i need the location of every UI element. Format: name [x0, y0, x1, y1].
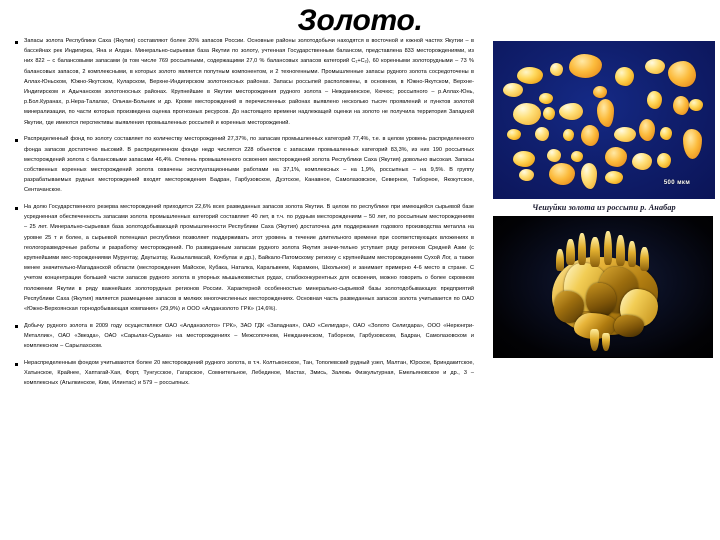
bullet-marker-icon	[8, 134, 24, 144]
bullet-item	[8, 358, 474, 389]
bullet-paragraph-5	[24, 358, 474, 389]
scale-bar	[647, 180, 707, 188]
paragraph-text: Добычу рудного золота в 2009 году осуществляют ОАО «Алданзолото» ГРК», ЗАО ГДК «Западная», ОАО «Селигдар», ОАО «Золото Селигдара», ООО «Нерюнгри-Металлик», ОАО «Звезда», ОАО «Сарылах-Сурьма» на месторождениях – Межсопочном, Нежданинском, Таборном, Гарбузовском, Бадран, Самолазовском и комплексном – Сарылахском.	[24, 322, 474, 350]
bullet-marker-icon	[8, 202, 24, 212]
bullet-paragraph-4	[24, 321, 474, 352]
gold-flakes-caption: Чешуйки золота из россыпи р. Анабар	[532, 203, 676, 212]
bullet-marker-icon	[8, 321, 24, 331]
image-column	[492, 40, 718, 358]
bullet-marker-icon	[8, 358, 24, 368]
bullet-paragraph-2	[24, 134, 474, 195]
gold-flakes-photo	[492, 40, 716, 200]
paragraph-text: На долю Государственного резерва месторождений приходится 22,6% всех разведанных запасов золота Якутии. В целом по республике при имеющейся сырьевой базе усредненная обеспеченность запасами золота промышленных категорий составляет 40 лет, в т.ч. по рудным месторождениям – 50 лет, по россыпным месторождениям – 25 лет. Минерально-сырьевая база золотодобывающей промышленности Республики Саха (Якутия) достаточна для поддержания годового производства металла на уровне 25 т и более, а сырьевой потенциал республики позволяет поддерживать этот уровень в течение длительного времени при соответствующих вложениях в геологоразведочные работы и разработку месторождений. По разведанным запасам рудного золота Якутия значи-тельно уступает ряду регионов Средней Азии (с крупнейшими мес-торождениями Мурунтау, Даугызтау, Кызылалмасай, Кочбулак и др.), Байкало-Патомскому региону с крупнейшим месторождением Сухой Лог, а также менее значительно-Магаданской области (месторождения Майское, Кубака, Наталка, Каральвеем, Карамкен, Школьное) и занимает примерно 4-6 место в стране. С учетом концентрации большей части запасов рудного золота в упорных мышьяковистых рудах, слабоконкурентных для освоения, можно говорить о более скромном положении Якутии в ряду важнейших золоторудных регионов России. Характерной особенностью минерально-сырьевой базы золотодобывающих предприятий Республики Саха (Якутия) является размещение запасов в мелких многочисленных месторождениях. Основная часть разведанных запасов золота учитывается по ОАО «Южно-Верхоянская горнодобывающая компания» (29,9%) и ООО «Алданзолото ГРК» (14,6%).	[24, 204, 474, 313]
bullet-marker-icon	[8, 36, 24, 46]
bullet-paragraph-3	[24, 202, 474, 314]
page-title: Золото.	[297, 4, 423, 37]
bullet-item	[8, 36, 474, 128]
bullet-item	[8, 202, 474, 314]
gold-nugget-photo	[493, 216, 713, 358]
bullet-item	[8, 321, 474, 352]
bullet-paragraph-1	[24, 36, 474, 128]
body-text-column	[8, 36, 474, 395]
paragraph-text: Нераспределенным фондом учитываются более 20 месторождений рудного золота, в т.ч. Колтыконское, Тан, Тополевский рудный узел, Малтан, Юрское, Бриндакитское, Хатынское, Крайнее, Хаптагай-Хая, Форт, Тунгусское, Гагарское, Сомнительное, Лебединое, Мастах, Змись, Залежь Физкультурная, Емельяновское и др., 3 – комплексных (Агылкинское, Ким, Илинтас) и 579 – россыпных.	[24, 359, 474, 387]
paragraph-text: Распределенный фонд по золоту составляет по количеству месторождений 27,37%, по запасам промышленных категорий 77,4%, т.е. в целом уровень распределенного фонда запасов достаточно высокий. В распределенном фонде недр числятся 228 объектов с запасами промышленных категорий 83,3%, из них 190 россыпных месторождений золота с балансовыми запасами 46,4%. Степень промышленного освоения месторождений золота Республики Саха (Якутия) довольно высокая. Запасы собственных коренных месторождений золота охвачены эксплуатационными работами на 37,1%, комплексных – на 1,9%, россыпных – на 9,5%. В группу разрабатываемых рудных месторождений входят месторождения Бадран, Гарбузовское, Дуэтское, Канавное, Самолазовское, Северное, Таборное, Якокутское, Сентачанское.	[24, 136, 474, 194]
scale-bar-label: 500 мкм	[663, 179, 691, 186]
paragraph-text: Запасы золота Республики Саха (Якутия) составляют более 20% запасов России. Основные районы золотодобычи находятся в восточной и южной частях Якутии – в бассейнах рек Индигирка, Яна и Алдан. Минерально-сырьевая база Якутии по золоту, учтенная Государственным балансом, представлена 833 месторождениями, из них 822 – с балансовыми запасами (в том числе 769 россыпными, содержащими 27,0 % балансовых запасов категорий C₁+C₂), 60 коренными золоторудными – 73 % балансовых запасов, 2 комплексными, в которых золото является попутным компонентом, и 2 техногенными. Промышленные запасы рудного золота сосредоточены в Аллах-Юньском, Южно-Якутском, Куларском, Верхне-Индигирском золотоносных районах. Запасы россыпей расположены, в основном, в Южно-Якутском, Верхне-Индигирском и Адычанском золотоносных районах. Крупнейшие в Якутии месторождения рудного золота – Нежданинское, Кючюс; россыпного – р.Аллах-Юнь, р.Бол.Куранах, р.Нера-Талалах, Ольчан-Больник и др. Кроме месторождений в перечисленных районах выявлено несколько тысяч проявлений и пунктов золотой минерализации, по части которых произведена оценка прогнозных ресурсов. До настоящего времени надлежащей оценки на золото не получила территория Западной Якутии, где имеются перспективы выявления промышленных россыпей и коренных месторождений.	[24, 38, 474, 126]
bullet-item	[8, 134, 474, 195]
